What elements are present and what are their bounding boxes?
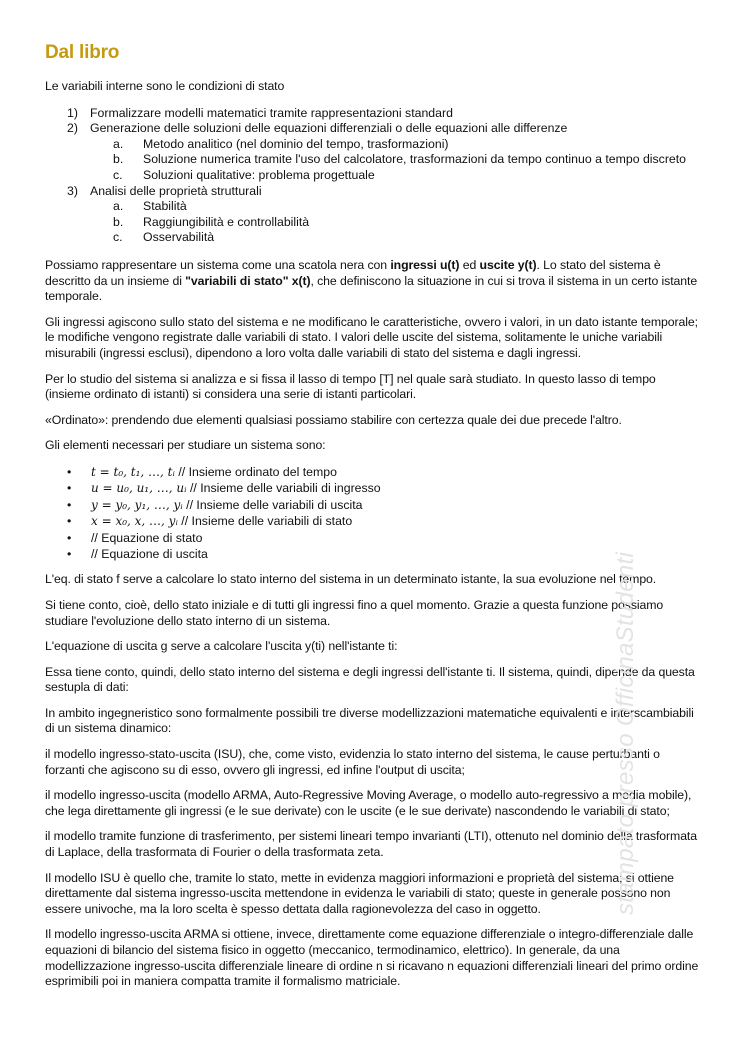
steps-list — [45, 106, 700, 246]
bullet-icon: • — [67, 530, 72, 545]
math-expression: x = x₀, x, …, yᵢ — [91, 514, 178, 529]
bold-term: uscite y(t) — [479, 257, 537, 272]
paragraph: Il modello ingresso-uscita ARMA si ottiene, invece, direttamente come equazione differenziale o integro-differenziale dalle equazioni di bilancio del sistema fisico in oggetto (meccanico, termodinamico, elettrico). In generale, da una modellizzazione ingresso-uscita differenziale lineare di ordine n si ricavano n equazioni differenziali lineari del primo ordine esprimibili poi in maniera compatta tramite il formalismo matriciale. — [45, 927, 699, 989]
text-run: . Lo stato del sistema è descritto da un insieme di — [45, 257, 661, 288]
list-item-text: Formalizzare modelli matematici tramite rappresentazioni standard — [90, 105, 453, 120]
paragraph: il modello ingresso-uscita (modello ARMA, Auto-Regressive Moving Average, o modello auto-regressivo a media mobile), che lega direttamente gli ingressi (e le sue derivate) con le uscite (e le sue derivate) nascondendo le variabili di stato; — [45, 788, 692, 818]
sub-item-text: Soluzione numerica tramite l'uso del calcolatore, trasformazioni da tempo continuo a tempo discreto — [143, 152, 687, 167]
bullet-text: // Insieme delle variabili di stato — [177, 514, 353, 529]
math-expression: y = y₀, y₁, …, yᵢ — [91, 497, 183, 512]
sub-item-text: Stabilità — [143, 199, 187, 214]
paragraph-black-box — [45, 258, 700, 305]
bullet-item — [45, 497, 700, 513]
sub-item-text: Raggiungibilità e controllabilità — [143, 214, 310, 229]
section-title: Dal libro — [45, 42, 120, 63]
bold-term: "variabili di stato" x(t) — [185, 273, 311, 288]
sub-letter: b. — [113, 214, 124, 229]
sub-list — [90, 199, 700, 246]
sub-letter: b. — [113, 152, 124, 167]
bullet-icon: • — [67, 514, 72, 529]
bullet-item — [45, 530, 700, 546]
paragraph: Gli elementi necessari per studiare un sistema sono: — [45, 438, 326, 453]
intro-text: Le variabili interne sono le condizioni di stato — [45, 79, 285, 93]
sub-letter: c. — [113, 230, 123, 245]
sub-list-item — [45, 215, 700, 231]
bullet-text: // Equazione di stato — [91, 530, 203, 545]
bullet-text: // Insieme ordinato del tempo — [174, 464, 337, 479]
list-number: 1) — [67, 105, 78, 120]
text-run: , che definiscono la situazione in cui si trova il sistema in un certo istante temporale. — [45, 273, 698, 304]
sub-list-item — [45, 137, 700, 153]
list-item — [45, 121, 700, 183]
paragraph: Gli ingressi agiscono sullo stato del sistema e ne modificano le caratteristiche, ovvero i valori, in un dato istante temporale; le modifiche vengono registrate dalle variabili di stato. I valori delle uscite del sistema, solitamente le uniche variabili misurabili (ingressi esclusi), dipendono a loro volta dalle variabili di stato del sistema e dagli ingressi. — [45, 314, 698, 360]
bullet-icon: • — [67, 481, 72, 496]
sub-list-item — [45, 152, 700, 168]
list-number: 2) — [67, 121, 78, 136]
list-item — [45, 106, 700, 122]
sub-list-item — [45, 230, 700, 246]
sub-letter: a. — [113, 136, 124, 151]
elements-list — [45, 464, 700, 562]
paragraph: Il modello ISU è quello che, tramite lo stato, mette in evidenza maggiori informazioni e proprietà del sistema; si ottiene direttamente dal sistema ingresso-uscita mettendone in evidenza le variabili di stato; queste in generale possono non essere univoche, ma la loro scelta è spesso dettata dalla ragionevolezza del caso in oggetto. — [45, 870, 674, 916]
list-number: 3) — [67, 183, 78, 198]
bullet-text: // Insieme delle variabili di uscita — [182, 497, 363, 512]
paragraph: Per lo studio del sistema si analizza e si fissa il lasso di tempo [T] nel quale sarà studiato. In questo lasso di tempo (insieme ordinato di istanti) si considera una serie di istanti particolari. — [45, 371, 656, 402]
bullet-icon: • — [67, 546, 72, 561]
paragraph: «Ordinato»: prendendo due elementi qualsiasi possiamo stabilire con certezza quale dei due precede l'altro. — [45, 412, 622, 427]
bullet-text: // Equazione di uscita — [91, 546, 208, 561]
sub-list — [90, 137, 700, 184]
paragraph: Essa tiene conto, quindi, dello stato interno del sistema e degli ingressi dell'istante ti. Il sistema, quindi, dipende da questa sestupla di dati: — [45, 664, 695, 695]
text-run: ed — [459, 257, 480, 272]
list-item-text: Analisi delle proprietà strutturali — [90, 183, 262, 198]
sub-item-text: Osservabilità — [143, 230, 215, 245]
list-item-text: Generazione delle soluzioni delle equazioni differenziali o delle equazioni alle differenze — [90, 121, 568, 136]
sub-letter: a. — [113, 199, 124, 214]
sub-list-item — [45, 168, 700, 184]
bullet-icon: • — [67, 464, 72, 479]
bullet-icon: • — [67, 497, 72, 512]
sub-letter: c. — [113, 167, 123, 182]
bullet-item — [45, 546, 700, 562]
paragraph: Si tiene conto, cioè, dello stato iniziale e di tutti gli ingressi fino a quel momento. Grazie a questa funzione possiamo studiare l'evoluzione dello stato interno di un sistema. — [45, 597, 664, 628]
bullet-item — [45, 513, 700, 529]
document-page — [45, 42, 700, 990]
paragraph: In ambito ingegneristico sono formalmente possibili tre diverse modellizzazioni matematiche equivalenti e interscambiabili di un sistema dinamico: — [45, 705, 694, 736]
sub-item-text: Soluzioni qualitative: problema progettuale — [143, 167, 375, 182]
bold-term: ingressi u(t) — [390, 257, 460, 272]
paragraph: L'eq. di stato f serve a calcolare lo stato interno del sistema in un determinato istante, la sua evoluzione nel tempo. — [45, 572, 657, 587]
paragraph: L'equazione di uscita g serve a calcolare l'uscita y(ti) nell'istante ti: — [45, 639, 398, 654]
bullet-item — [45, 480, 700, 496]
text-run: Possiamo rappresentare un sistema come una scatola nera con — [45, 257, 391, 272]
math-expression: u = u₀, u₁, …, uᵢ — [91, 481, 187, 496]
math-expression: t = t₀, t₁, …, tᵢ — [91, 464, 175, 479]
sub-list-item — [45, 199, 700, 215]
watermark: stampato presso OfficinaStudenti — [612, 551, 639, 915]
bullet-text: // Insieme delle variabili di ingresso — [186, 481, 381, 496]
sub-item-text: Metodo analitico (nel dominio del tempo, trasformazioni) — [143, 136, 449, 151]
bullet-item — [45, 464, 700, 480]
list-item — [45, 184, 700, 246]
paragraph: il modello tramite funzione di trasferimento, per sistemi lineari tempo invarianti (LTI), ottenuto nel dominio della trasformata di Laplace, della trasformata di Fourier o della trasformata zeta. — [45, 829, 697, 860]
paragraph: il modello ingresso-stato-uscita (ISU), che, come visto, evidenzia lo stato interno del sistema, le cause perturbanti o forzanti che agiscono su di esso, ovvero gli ingressi, ed infine l'output di uscita; — [45, 747, 660, 777]
